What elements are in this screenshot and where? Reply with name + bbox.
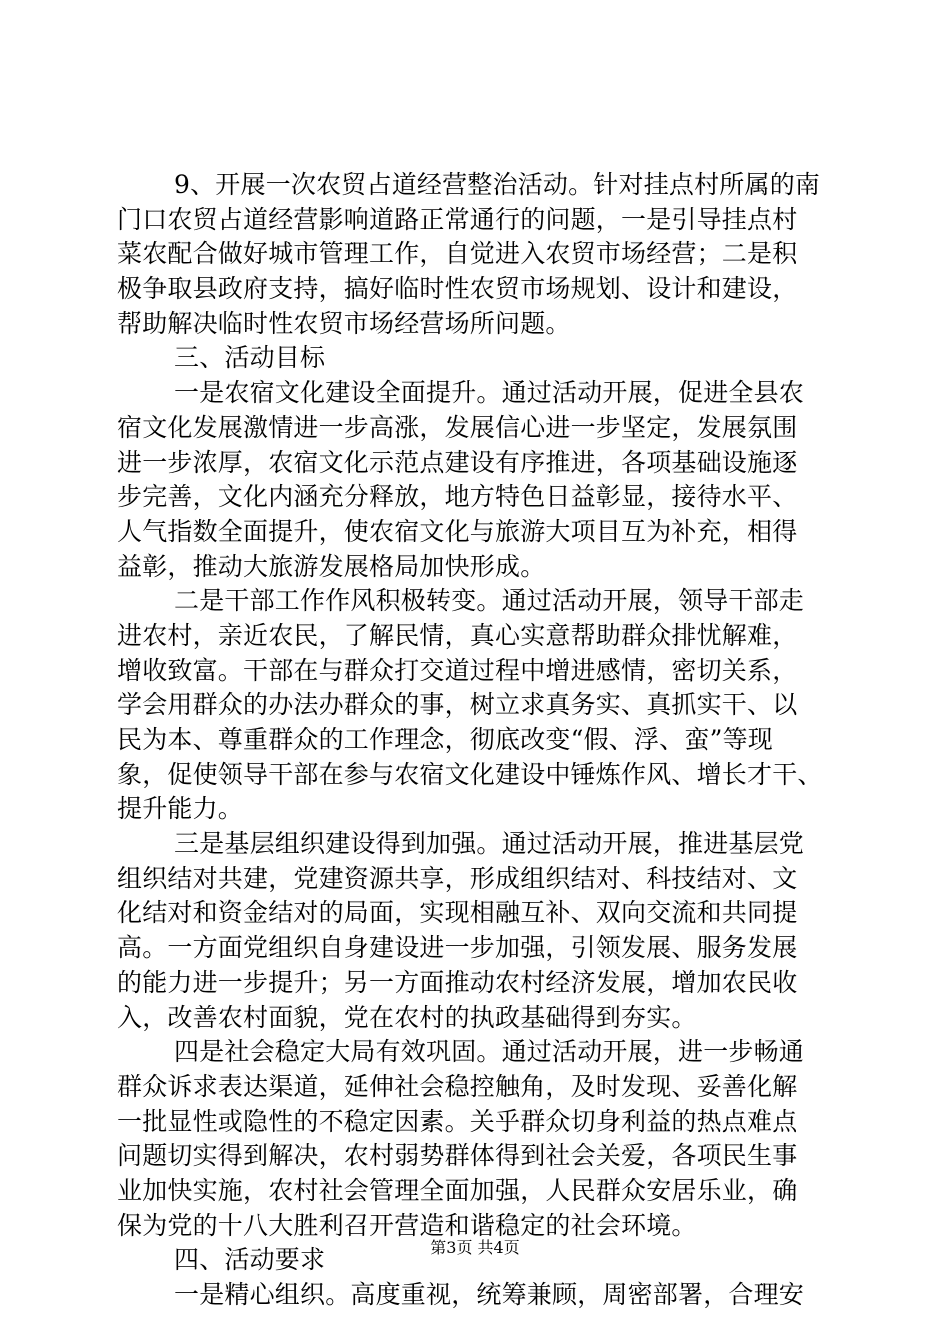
text-line: 9、开展一次农贸占道经营整治活动。针对挂点村所属的南 bbox=[174, 170, 821, 199]
text-line: 帮助解决临时性农贸市场经营场所问题。 bbox=[117, 308, 571, 338]
text-line: 人气指数全面提升，使农宿文化与旅游大项目互为补充，相得 bbox=[117, 516, 798, 546]
text-line: 化结对和资金结对的局面，实现相融互补、双向交流和共同提 bbox=[117, 898, 798, 928]
text-line: 保为党的十八大胜利召开营造和谐稳定的社会环境。 bbox=[117, 1210, 697, 1240]
text-line: 进一步浓厚，农宿文化示范点建设有序推进，各项基础设施逐 bbox=[117, 447, 798, 477]
text-line: 二是干部工作作风积极转变。通过活动开展，领导干部走 bbox=[174, 586, 805, 616]
text-line: 问题切实得到解决，农村弱势群体得到社会关爱，各项民生事 bbox=[117, 1141, 798, 1171]
text-line: 高。一方面党组织自身建设进一步加强，引领发展、服务发展 bbox=[117, 933, 798, 963]
text-line: 四、活动要求 bbox=[174, 1245, 326, 1275]
text-line: 入，改善农村面貌，党在农村的执政基础得到夯实。 bbox=[117, 1002, 697, 1032]
document-body bbox=[117, 168, 839, 1313]
text-line: 三、活动目标 bbox=[174, 343, 326, 373]
text-line: 象，促使领导干部在参与农宿文化建设中锤炼作风、增长才干、 bbox=[117, 759, 823, 789]
page-footer: 第3页 共4页 bbox=[430, 1238, 520, 1257]
text-line: 的能力进一步提升；另一方面推动农村经济发展，增加农民收 bbox=[117, 967, 798, 997]
text-line: 业加快实施，农村社会管理全面加强，人民群众安居乐业，确 bbox=[117, 1175, 798, 1205]
text-line: 四是社会稳定大局有效巩固。通过活动开展，进一步畅通 bbox=[174, 1037, 805, 1067]
text-line: 提升能力。 bbox=[117, 794, 244, 824]
text-line: 群众诉求表达渠道，延伸社会稳控触角，及时发现、妥善化解 bbox=[117, 1071, 798, 1101]
text-line: 学会用群众的办法办群众的事，树立求真务实、真抓实干、以 bbox=[117, 690, 798, 720]
text-line: 一是精心组织。高度重视，统筹兼顾，周密部署，合理安 bbox=[174, 1280, 805, 1309]
text-line: 门口农贸占道经营影响道路正常通行的问题，一是引导挂点村 bbox=[117, 204, 798, 234]
text-line: 步完善，文化内涵充分释放，地方特色日益彰显，接待水平、 bbox=[117, 482, 798, 512]
text-line: 益彰，推动大旅游发展格局加快形成。 bbox=[117, 551, 546, 581]
text-line: 一是农宿文化建设全面提升。通过活动开展，促进全县农 bbox=[174, 378, 805, 408]
text-line: 组织结对共建，党建资源共享，形成组织结对、科技结对、文 bbox=[117, 863, 798, 893]
text-line: 增收致富。干部在与群众打交道过程中增进感情，密切关系， bbox=[117, 655, 798, 685]
text-line: 三是基层组织建设得到加强。通过活动开展，推进基层党 bbox=[174, 829, 805, 859]
text-line: 极争取县政府支持，搞好临时性农贸市场规划、设计和建设， bbox=[117, 274, 798, 304]
text-line: 宿文化发展激情进一步高涨，发展信心进一步坚定，发展氛围 bbox=[117, 412, 798, 442]
text-line: 一批显性或隐性的不稳定因素。关乎群众切身利益的热点难点 bbox=[117, 1106, 798, 1136]
text-line: 进农村，亲近农民，了解民情，真心实意帮助群众排忧解难， bbox=[117, 620, 798, 650]
text-line: 民为本、尊重群众的工作理念，彻底改变“假、浮、蛮”等现 bbox=[117, 725, 773, 754]
text-line: 菜农配合做好城市管理工作，自觉进入农贸市场经营；二是积 bbox=[117, 239, 798, 269]
